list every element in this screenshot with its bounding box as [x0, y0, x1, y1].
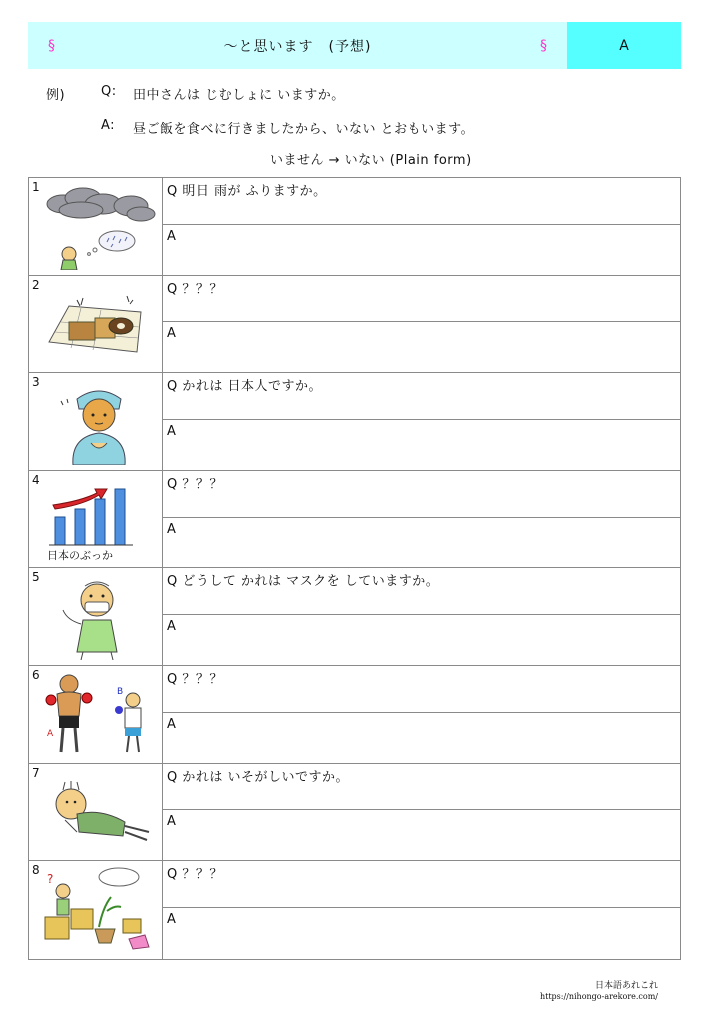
rising-prices-chart-icon [41, 477, 157, 563]
answer-line[interactable]: A [167, 423, 176, 439]
answer-line[interactable]: A [167, 326, 176, 342]
worksheet-header [28, 22, 681, 69]
question-line: Q ？？？ [163, 276, 680, 323]
qa-cell [163, 471, 680, 568]
question-line: Q ？？？ [163, 666, 680, 713]
answer-line[interactable]: A [167, 814, 176, 830]
boxer-a-label: A [47, 728, 54, 739]
qa-cell [163, 568, 680, 665]
exercise-row [29, 568, 680, 666]
qa-cell [163, 764, 680, 861]
exercise-row [29, 471, 680, 569]
picture-cell [29, 178, 163, 275]
question-line: Q かれは いそがしいですか。 [163, 764, 680, 811]
exercise-grid [28, 177, 681, 960]
cloudy-sky-icon [41, 184, 157, 270]
question-line: Q かれは 日本人ですか。 [163, 373, 680, 420]
exercise-row [29, 861, 680, 959]
example-q-tag: Q: [101, 84, 117, 99]
item-number: 5 [32, 570, 40, 585]
example-label: 例) [46, 88, 66, 103]
picture-cell [29, 276, 163, 373]
qa-cell [163, 666, 680, 763]
picture-cell [29, 568, 163, 665]
item-number: 7 [32, 765, 40, 780]
qa-cell [163, 178, 680, 275]
boxers-icon [41, 672, 157, 758]
answer-line[interactable]: A [167, 619, 176, 635]
example-question: 田中さんは じむしょに いますか。 [133, 88, 345, 103]
answer-tab [567, 22, 681, 69]
man-lying-down-icon [41, 770, 157, 856]
section-mark-right: § [540, 37, 547, 54]
qa-cell [163, 861, 680, 959]
item-number: 6 [32, 667, 40, 682]
header-title-cell [28, 22, 567, 69]
exercise-row [29, 178, 680, 276]
example-answer: 昼ご飯を食べに行きましたから、いない とおもいます。 [133, 122, 475, 137]
bento-food-icon [41, 282, 157, 368]
moving-boxes-icon [41, 867, 157, 953]
question-line: Q どうして かれは マスクを していますか。 [163, 568, 680, 615]
picture-cell [29, 373, 163, 470]
answer-line[interactable]: A [167, 716, 176, 732]
answer-line[interactable]: A [167, 228, 176, 244]
exercise-row [29, 276, 680, 374]
man-turban-icon [41, 379, 157, 465]
item-number: 8 [32, 863, 40, 878]
answer-tab-label: A [619, 37, 629, 54]
person-with-mask-icon [41, 574, 157, 660]
picture-cell [29, 764, 163, 861]
example-a-tag: A: [101, 118, 116, 133]
picture-cell [29, 861, 163, 959]
boxer-b-label: B [117, 686, 124, 697]
item-number: 3 [32, 375, 40, 390]
item-number: 1 [32, 180, 40, 194]
exercise-row [29, 373, 680, 471]
picture-cell [29, 666, 163, 763]
example-grammar-note: いません → いない (Plain form) [270, 153, 472, 168]
item-number: 2 [32, 277, 40, 292]
section-mark-left: § [48, 37, 55, 54]
exercise-row [29, 764, 680, 862]
question-line: Q ？？？ [163, 471, 680, 518]
site-name: 日本語あれこれ [594, 981, 658, 991]
qa-cell [163, 276, 680, 373]
page-title: ～と思います (予想) [223, 38, 372, 55]
question-line: Q 明日 雨が ふりますか。 [163, 178, 680, 225]
picture-cell [29, 471, 163, 568]
site-url[interactable]: https://nihongo-arekore.com/ [539, 992, 658, 1001]
exercise-row [29, 666, 680, 764]
question-line: Q ？？？ [163, 861, 680, 908]
qa-cell [163, 373, 680, 470]
footer [540, 978, 658, 1001]
item-number: 4 [32, 472, 40, 487]
svg-text:?: ? [47, 872, 54, 887]
answer-line[interactable]: A [167, 521, 176, 537]
answer-line[interactable]: A [167, 912, 176, 928]
chart-caption: 日本のぶっか [47, 548, 113, 562]
